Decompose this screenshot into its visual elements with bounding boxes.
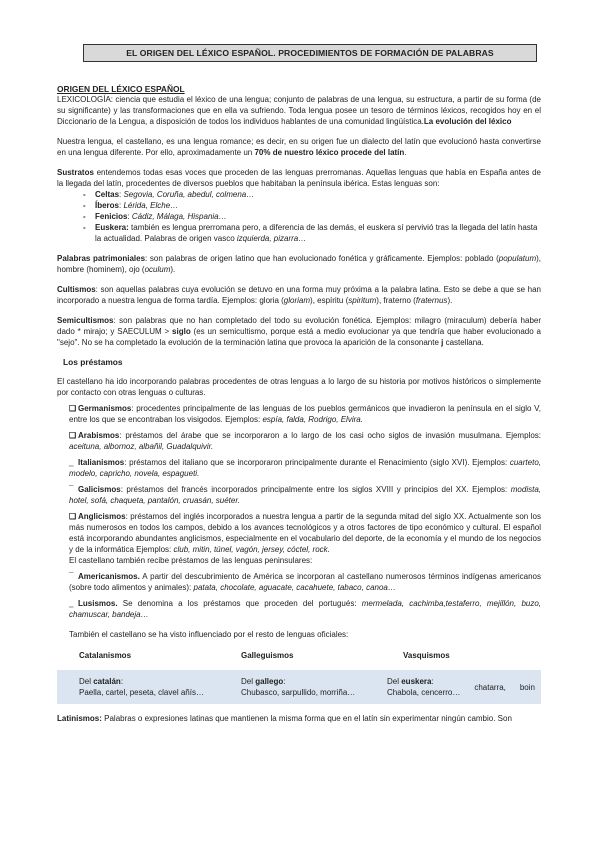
table-header-galleguismos: Galleguismos [241, 650, 294, 660]
item-examples: mermelada, cachimba,testaferro, mejillón, buzo, chamuscar, bandeja… [69, 599, 542, 619]
item-text: : [127, 212, 132, 221]
origin-paragraph [57, 136, 541, 158]
cultismos-text: ), fraterno ( [376, 296, 416, 305]
patrimoniales-example: populatum [498, 254, 537, 263]
item-name: Germanismos [78, 404, 132, 413]
sustratos-list [57, 189, 541, 244]
item-text: A partir del descubrimiento de América se incorporan al castellano numerosos términos indígenas americanos (sobre todo alimentos y animales): [69, 572, 541, 592]
cell-language: gallego [255, 677, 284, 686]
semicultismos-bold-word: siglo [172, 327, 191, 336]
bullet-mark: ‗ [69, 599, 74, 608]
item-text: Se denomina a los préstamos que proceden del portugués: [117, 599, 362, 608]
item-name: Galicismos [78, 485, 121, 494]
bullet-mark: ❑ [69, 404, 77, 413]
item-examples: Cádiz, Málaga, Hispania… [131, 212, 227, 221]
semicultismos-text: castellana. [443, 338, 484, 347]
patrimoniales-text: ), hombre (hominem), ojo ( [57, 254, 542, 274]
cell-prefix: Del [79, 677, 94, 686]
item-examples: izquierda, pizarra… [236, 234, 307, 243]
table-cell-gallego [219, 670, 381, 704]
cell-words: Paella, cartel, peseta, clavel añís… [79, 688, 204, 697]
document-page [57, 44, 541, 724]
prestamos-list [57, 403, 541, 620]
origin-bold: 70% de nuestro léxico procede del latín [254, 148, 405, 157]
bullet-mark: ‗ [69, 458, 74, 467]
item-text: : [119, 190, 124, 199]
item-name: Americanismos. [78, 572, 140, 581]
cell-suffix: : [283, 677, 286, 686]
table-row [57, 670, 541, 704]
patrimoniales-term: Palabras patrimoniales [57, 254, 146, 263]
cell-suffix: : [120, 677, 124, 686]
table-header-row [57, 648, 541, 670]
list-item [83, 222, 541, 244]
item-examples: patata, chocolate, aguacate, cacahuete, tabaco, canoa… [193, 583, 396, 592]
table-header-vasquismos: Vasquismos [403, 650, 450, 660]
lexicologia-paragraph [57, 94, 541, 127]
cell-words: Chabola, cencerro… [387, 688, 461, 697]
sustratos-text: entendemos todas esas voces que proceden de las lenguas prerromanas. Aquellas lenguas que había en España antes de la llegada del latín, procedentes de diversos pueblos que habitaban la península ibérica. Estas lenguas son: [57, 168, 541, 188]
patrimoniales-text: ). [170, 265, 176, 274]
cell-prefix: Del [387, 677, 402, 686]
table-cell-catalan [57, 670, 219, 704]
item-name: Lusismos. [78, 599, 118, 608]
latinismos-term: Latinismos: [57, 714, 102, 723]
list-item [69, 571, 541, 593]
item-name: Anglicismos [78, 512, 126, 521]
lenguas-oficiales-table [57, 648, 541, 704]
cultismos-term: Cultismos [57, 285, 96, 294]
sustratos-term: Sustratos [57, 168, 94, 177]
item-name: Celtas [95, 190, 120, 199]
lexicologia-text: : ciencia que estudia el léxico de una lengua; conjunto de palabras de una lengua, su estructura, a partir de su forma (de su significante) y las transformaciones que en ella va sufriendo. Toda lengua posee un tesoro de términos léxicos, recogidos hoy en el Diccionario de la Lengua, a disposición de todos los individuos hablantes de una comunidad lingüística. [57, 95, 541, 126]
prestamos-heading: Los préstamos [63, 357, 123, 367]
item-text: : préstamos del francés incorporados principalmente entre los siglos XVIII y principios del XX. Ejemplos: [120, 485, 511, 494]
euskera-main [387, 676, 460, 698]
item-name: Íberos [95, 201, 120, 210]
sustratos-paragraph [57, 167, 541, 189]
patrimoniales-example: oculum [144, 265, 171, 274]
patrimoniales-paragraph [57, 253, 541, 275]
cell-language: catalán [93, 677, 121, 686]
cultismos-text: ), espíritu ( [310, 296, 349, 305]
bullet-mark: ¯ [69, 572, 74, 581]
list-item [69, 430, 541, 452]
patrimoniales-text: : son palabras de origen latino que han evolucionado fonética y gráficamente. Ejemplos: poblado ( [145, 254, 499, 263]
item-name: Euskera: [95, 223, 129, 232]
item-examples: Segovia, Coruña, abedul, colmena… [123, 190, 255, 199]
cultismos-text: : son aquellas palabras cuya evolución se detuvo en una forma muy próxima a la palabra latina. Esto se debe a que se han incorporado a nuestra lengua de forma tardía. Ejemplos: gloria ( [57, 285, 541, 305]
bullet-mark: ❑ [69, 512, 77, 521]
item-text: : procedentes principalmente de las lenguas de los pueblos germánicos que invadieron la península en el siglo V, entre los que se encontraban los visigodos. Ejemplos: [69, 404, 541, 424]
section-heading-origen: ORIGEN DEL LÉXICO ESPAÑOL [57, 84, 185, 94]
latinismos-paragraph [57, 713, 541, 724]
list-item [83, 200, 541, 211]
cell-words: Chubasco, sarpullido, morriña… [241, 688, 356, 697]
latinismos-text: Palabras o expresiones latinas que mantienen la misma forma que en el latín sin experimentar ningún cambio. Son [101, 714, 512, 723]
item-text: también es lengua prerromana pero, a diferencia de las demás, el euskera sí pervivió tras la llegada del latín hasta la actualidad. Palabras de origen vasco [95, 223, 538, 243]
euskera-extra-1: chatarra, [474, 683, 506, 692]
bullet-mark: ¯ [69, 485, 74, 494]
semicultismos-text: : son palabras que no han completado del todo su evolución fonética. Ejemplos: milagro (miraculum) debería haber dado * mirajo; y SAECULUM > [57, 316, 541, 336]
item-name: Fenicios [95, 212, 128, 221]
item-text: : préstamos del italiano que se incorporaron principalmente durante el Renacimiento (siglo XVI). Ejemplos: [124, 458, 510, 467]
semicultismos-text: (es un semicultismo, porque está a medio evolucionar ya que tendría que haber evolucionado a "sejo". No se ha completado la evolución de la terminación latina que provoca la aparición de la consonante [57, 327, 541, 347]
list-item [69, 484, 541, 506]
list-item [69, 511, 541, 555]
cultismos-example: gloriam [283, 296, 311, 305]
semicultismos-bold-letter: j [441, 338, 444, 347]
origin-end: . [404, 148, 407, 157]
item-text: : [119, 201, 124, 210]
list-item [69, 598, 541, 620]
item-examples: club, mitin, túnel, vagón, jersey, cóctel, rock. [173, 545, 330, 554]
item-text: : préstamos del árabe que se incorporaron a lo largo de los casi ocho siglos de invasión musulmana. Ejemplos: [119, 431, 541, 440]
item-text: : préstamos del inglés incorporados a nuestra lengua a partir de la segunda mitad del siglo XX. Actualmente son los más numerosos en todos los campos, debido a los avances tecnológicos y a otros factores de tipo económico y cultural. El español está incorporando abundantes anglicismos, especialmente en el vocabulario del deporte, de la economía y el mundo de los negocios y de la informática Ejemplos: [69, 512, 541, 554]
euskera-cell-content [387, 676, 535, 698]
evolucion-lexico-inline-heading: La evolución del léxico [423, 117, 512, 126]
cell-prefix: Del [241, 677, 256, 686]
semicultismos-term: Semicultismos [57, 316, 114, 325]
item-examples: espía, falda, Rodrigo, Elvira. [262, 415, 363, 424]
peninsular-note: El castellano también recibe préstamos de las lenguas peninsulares: [69, 556, 313, 565]
list-item [83, 189, 541, 200]
item-examples: modista, hotel, sofá, chaqueta, pantalón, cruasán, suéter. [69, 485, 541, 505]
euskera-extra-2: boin [519, 683, 535, 692]
semicultismos-paragraph [57, 315, 541, 348]
document-title: EL ORIGEN DEL LÉXICO ESPAÑOL. PROCEDIMIENTOS DE FORMACIÓN DE PALABRAS [83, 44, 537, 62]
item-examples: aceituna, albornoz, albañil, Guadalquivir. [69, 442, 214, 451]
cultismos-example: spiritum [348, 296, 377, 305]
item-examples: cuarteto, modelo, capricho, novela, espagueti. [69, 458, 541, 478]
lexicologia-term: LEXICOLOGÍA [57, 95, 111, 104]
list-item [69, 403, 541, 425]
cell-suffix: : [431, 677, 434, 686]
bullet-mark: ❑ [69, 431, 77, 440]
table-cell-euskera [381, 670, 541, 704]
cell-language: euskera [401, 677, 432, 686]
origin-text: Nuestra lengua, el castellano, es una lengua romance; es decir, en su origen fue un dialecto del latín que evolucionó hasta convertirse en una lengua diferente. Por ello, aproximadamente un [57, 137, 541, 157]
item-examples: Lérida, Elche… [123, 201, 179, 210]
item-name: Italianismos [78, 458, 125, 467]
list-item [69, 457, 541, 479]
list-item [83, 211, 541, 222]
cultismos-text: ). [447, 296, 453, 305]
item-name: Arabismos [78, 431, 120, 440]
cultismos-example: fraternus [415, 296, 448, 305]
oficiales-note: También el castellano se ha visto influenciado por el resto de lenguas oficiales: [69, 630, 349, 639]
prestamos-intro: El castellano ha ido incorporando palabras procedentes de otras lenguas a lo largo de su historia por motivos históricos o simplemente por contacto con otras lenguas o culturas. [57, 377, 541, 397]
cultismos-paragraph [57, 284, 541, 306]
table-header-catalanismos: Catalanismos [79, 650, 132, 660]
